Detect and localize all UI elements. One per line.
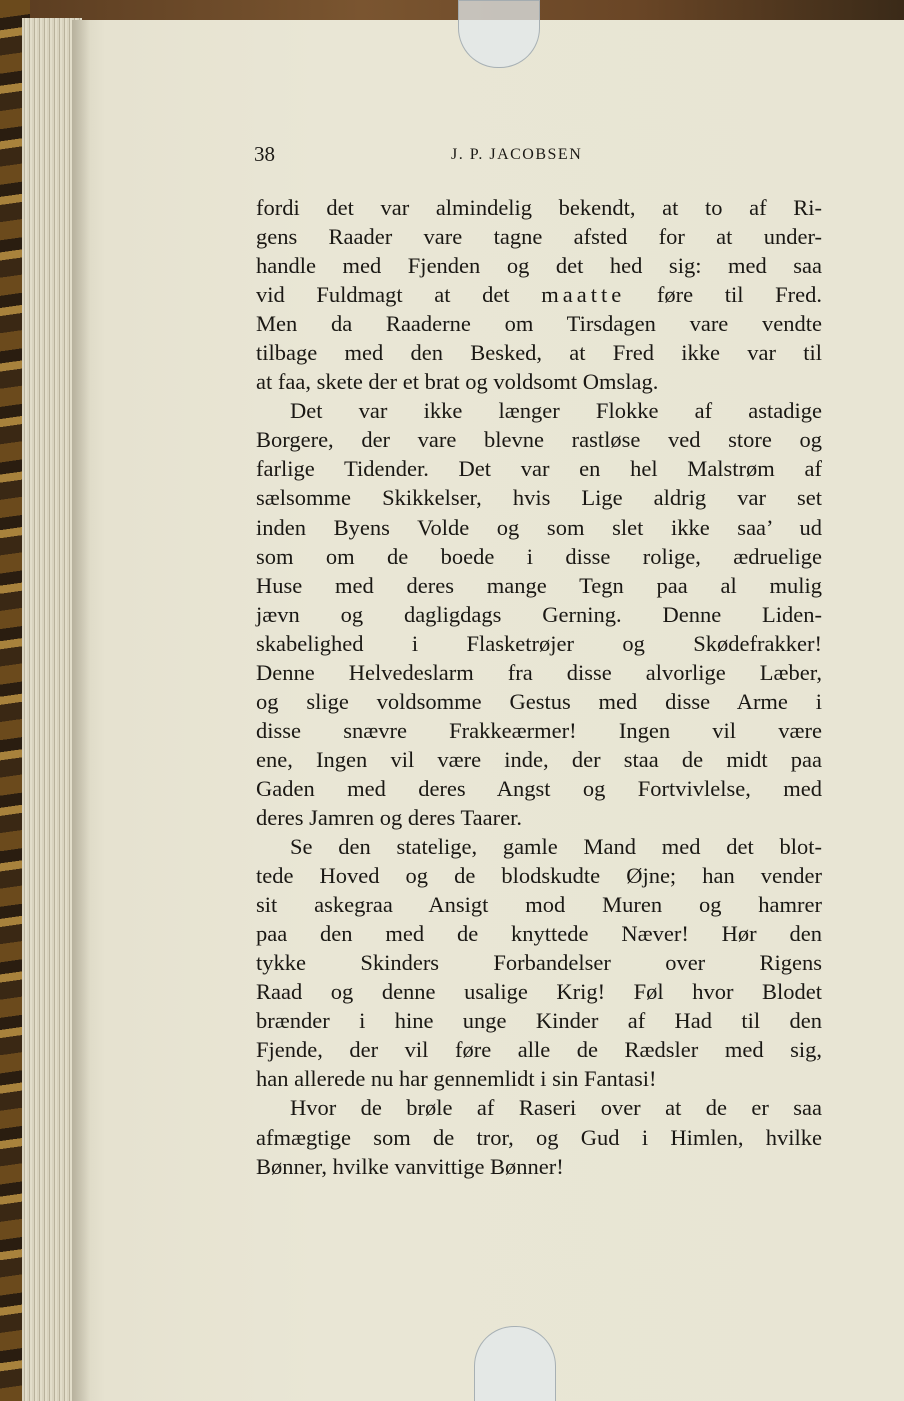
text-line: skabelighed i Flasketrøjer og Skødefrakker! [256, 630, 822, 656]
text-line: afmægtige som de tror, og Gud i Himlen, hvilke [256, 1124, 822, 1150]
text-line: tilbage med den Besked, at Fred ikke var til [256, 340, 822, 366]
page-fold-shadow [72, 20, 90, 1401]
text-line: inden Byens Volde og som slet ikke saa’ ud [256, 514, 822, 540]
paragraph-2 [256, 396, 822, 832]
spaced-emphasis: maatte [541, 282, 626, 308]
text-line: sit askegraa Ansigt mod Muren og hamrer [256, 892, 822, 918]
text-line [256, 280, 822, 309]
text-line: Gaden med deres Angst og Fortvivlelse, med [256, 775, 822, 801]
text-segment: føre til Fred. [656, 282, 823, 308]
page-number: 38 [254, 142, 275, 166]
text-line: Raad og denne usalige Krig! Føl hvor Blodet [256, 979, 822, 1005]
text-line: paa den med de knyttede Næver! Hør den [256, 921, 822, 947]
text-line: farlige Tidender. Det var en hel Malstrøm af [256, 456, 822, 482]
text-line: Se den statelige, gamle Mand med det blot- [290, 834, 822, 860]
text-line: disse snævre Frakkeærmer! Ingen vil være [256, 717, 822, 743]
text-line: Men da Raaderne om Tirsdagen vare vendte [256, 311, 822, 337]
text-line: jævn og dagligdags Gerning. Denne Liden- [256, 601, 822, 627]
paragraph-4 [256, 1093, 822, 1180]
text-line: som om de boede i disse rolige, ædruelige [256, 543, 822, 569]
scanner-clip-bottom [474, 1326, 556, 1401]
text-line: ene, Ingen vil være inde, der staa de midt paa [256, 746, 822, 772]
cover-top-edge [0, 0, 904, 22]
text-line: sælsomme Skikkelser, hvis Lige aldrig var set [256, 485, 822, 511]
text-line: tede Hoved og de blodskudte Øjne; han vender [256, 863, 822, 889]
body-text [256, 193, 822, 1181]
text-line: Det var ikke længer Flokke af astadige [290, 398, 822, 424]
text-line: deres Jamren og deres Taarer. [256, 804, 523, 830]
page-header [254, 142, 824, 172]
text-line: Bønner, hvilke vanvittige Bønner! [256, 1153, 564, 1179]
paragraph-3 [256, 832, 822, 1093]
text-line: Fjende, der vil føre alle de Rædsler med sig, [256, 1037, 822, 1063]
text-line: handle med Fjenden og det hed sig: med saa [256, 253, 822, 279]
text-line: tykke Skinders Forbandelser over Rigens [256, 950, 822, 976]
text-line: og slige voldsomme Gestus med disse Arme i [256, 688, 822, 714]
text-line: fordi det var almindelig bekendt, at to af Ri- [256, 195, 822, 220]
text-line: han allerede nu har gennemlidt i sin Fantasi! [256, 1066, 657, 1092]
text-line: Huse med deres mange Tegn paa al mulig [256, 572, 822, 598]
text-line: Hvor de brøle af Raseri over at de er saa [290, 1095, 822, 1121]
paragraph-1 [256, 193, 822, 396]
text-line: Borgere, der vare blevne rastløse ved store og [256, 427, 822, 453]
text-line: Denne Helvedeslarm fra disse alvorlige Læber, [256, 659, 822, 685]
text-line: gens Raader vare tagne afsted for at under- [256, 224, 822, 250]
running-head: J. P. JACOBSEN [451, 146, 583, 163]
text-line: at faa, skete der et brat og voldsomt Omslag. [256, 369, 659, 395]
text-line: brænder i hine unge Kinder af Had til den [256, 1008, 822, 1034]
text-segment: vid Fuldmagt at det [256, 282, 510, 308]
